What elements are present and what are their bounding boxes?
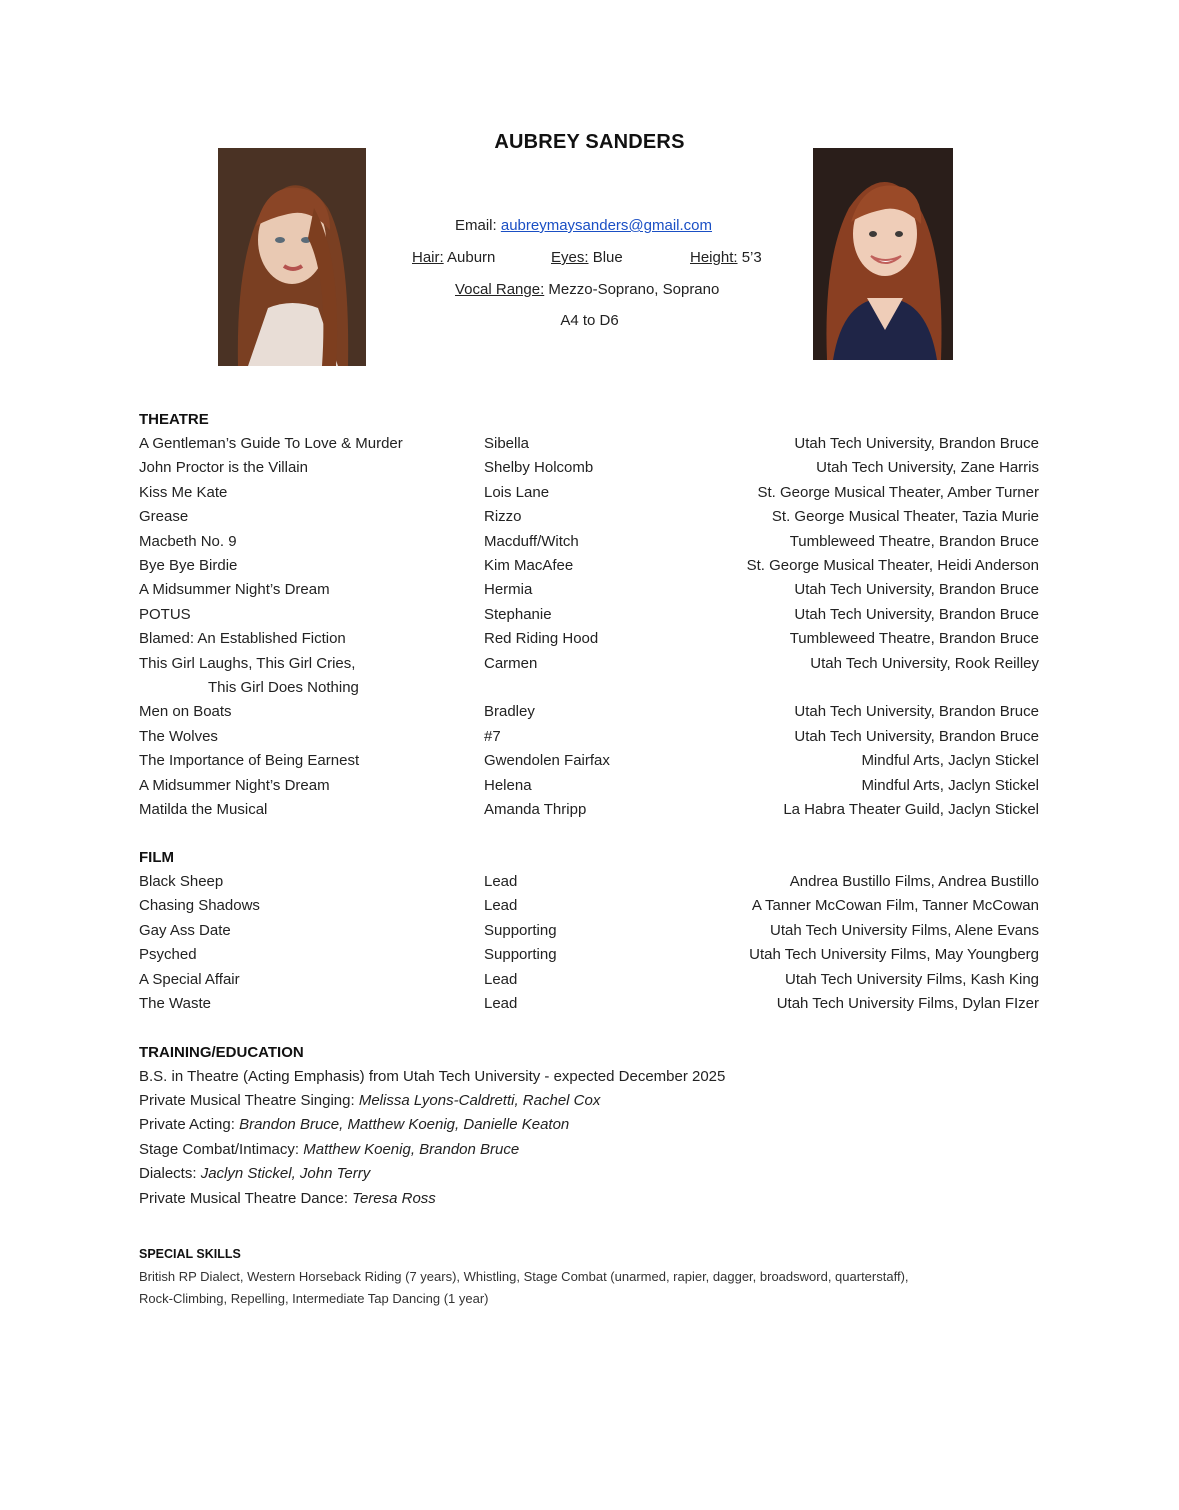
email-link[interactable]: aubreymaysanders@gmail.com	[500, 217, 713, 234]
credit-title: A Special Affair	[139, 970, 240, 988]
training-line	[139, 1190, 436, 1207]
credit-role: Stephanie	[484, 605, 552, 623]
training-line	[139, 1141, 519, 1158]
hair-label: Hair:	[412, 249, 444, 266]
skills-line-1: British RP Dialect, Western Horseback Riding (7 years), Whistling, Stage Combat (unarmed, rapier, dagger, broadsword, quarterstaff),	[139, 1269, 909, 1284]
credit-company: Utah Tech University Films, Alene Evans	[770, 921, 1039, 939]
theatre-credit-row	[0, 777, 1179, 799]
skills-line-2: Rock-Climbing, Repelling, Intermediate Tap Dancing (1 year)	[139, 1291, 489, 1306]
theatre-credit-row	[0, 752, 1179, 774]
credit-role: Carmen	[484, 654, 538, 672]
training-label: Dialects:	[139, 1165, 197, 1183]
resume-name: AUBREY SANDERS	[494, 131, 685, 153]
theatre-credit-row	[0, 459, 1179, 481]
headshot-left-illustration	[218, 148, 366, 366]
height-row	[690, 249, 762, 266]
theatre-credit-row	[0, 533, 1179, 555]
credit-company: Utah Tech University Films, May Youngberg	[749, 946, 1039, 964]
theatre-credit-row	[0, 581, 1179, 603]
theatre-credit-row	[0, 679, 1179, 701]
credit-role: Supporting	[484, 921, 557, 939]
height-value: 5’3	[741, 249, 762, 266]
credit-company: Tumbleweed Theatre, Brandon Bruce	[789, 630, 1039, 648]
credit-company: St. George Musical Theater, Tazia Murie	[771, 508, 1039, 526]
credit-role: Lois Lane	[484, 483, 550, 501]
skills-heading: SPECIAL SKILLS	[139, 1247, 241, 1261]
credit-role: Sibella	[484, 435, 530, 452]
hair-value: Auburn	[447, 249, 496, 266]
theatre-credit-row	[0, 728, 1179, 750]
vocal-row	[455, 281, 719, 298]
credit-title: A Gentleman’s Guide To Love & Murder	[139, 435, 403, 452]
credit-company: Utah Tech University Films, Dylan FIzer	[776, 995, 1039, 1012]
range-row	[0, 312, 1179, 329]
credit-company: La Habra Theater Guild, Jaclyn Stickel	[783, 801, 1039, 818]
credit-company: Utah Tech University, Brandon Bruce	[794, 581, 1039, 599]
credit-title: John Proctor is the Villain	[139, 459, 308, 477]
credit-company: Tumbleweed Theatre, Brandon Bruce	[789, 532, 1039, 550]
credit-role: Gwendolen Fairfax	[484, 752, 610, 770]
email-row	[455, 217, 712, 234]
hair-row	[412, 249, 495, 266]
credit-title: The Wolves	[139, 727, 218, 745]
credit-title: This Girl Laughs, This Girl Cries,	[139, 654, 356, 672]
credit-title: Macbeth No. 9	[139, 532, 237, 550]
theatre-credit-row	[0, 655, 1179, 677]
credit-title: A Midsummer Night’s Dream	[139, 776, 330, 794]
credit-title: This Girl Does Nothing	[208, 679, 359, 696]
email-label: Email:	[455, 217, 497, 234]
credit-title: Bye Bye Birdie	[139, 557, 238, 574]
credit-company: A Tanner McCowan Film, Tanner McCowan	[751, 897, 1039, 915]
range-value: A4 to D6	[560, 312, 619, 329]
credit-company: Utah Tech University, Brandon Bruce	[794, 727, 1039, 745]
credit-company: Utah Tech University Films, Kash King	[785, 970, 1039, 988]
training-instructors: Jaclyn Stickel, John Terry	[200, 1165, 371, 1183]
training-label: Stage Combat/Intimacy:	[139, 1140, 300, 1158]
eyes-label: Eyes:	[551, 249, 589, 266]
film-credit-row	[0, 873, 1179, 895]
theatre-credit-row	[0, 703, 1179, 725]
credit-company: Utah Tech University, Brandon Bruce	[794, 605, 1039, 623]
theatre-credit-row	[0, 606, 1179, 628]
training-instructors: Melissa Lyons-Caldretti, Rachel Cox	[358, 1092, 601, 1109]
credit-role: Rizzo	[484, 508, 522, 526]
credit-title: Men on Boats	[139, 703, 232, 721]
film-credit-row	[0, 995, 1179, 1017]
training-label: Private Musical Theatre Singing:	[139, 1092, 355, 1109]
credit-role: Lead	[484, 970, 518, 988]
training-label: Private Musical Theatre Dance:	[139, 1189, 348, 1207]
credit-title: The Waste	[139, 995, 211, 1012]
training-line	[139, 1116, 569, 1133]
theatre-credit-row	[0, 484, 1179, 506]
theatre-credit-row	[0, 435, 1179, 457]
credit-title: Gay Ass Date	[139, 921, 231, 939]
credit-role: Red Riding Hood	[484, 630, 599, 648]
eyes-value: Blue	[592, 249, 623, 266]
credit-company: Utah Tech University, Zane Harris	[816, 459, 1039, 477]
eyes-row	[551, 249, 623, 266]
credit-role: Amanda Thripp	[484, 801, 587, 818]
credit-company: Utah Tech University, Brandon Bruce	[794, 435, 1039, 452]
film-credit-row	[0, 897, 1179, 919]
theatre-credit-row	[0, 557, 1179, 579]
credit-role: Macduff/Witch	[484, 532, 579, 550]
credit-title: POTUS	[139, 605, 191, 623]
training-line	[139, 1165, 370, 1182]
credit-role: Kim MacAfee	[484, 557, 574, 574]
credit-company: St. George Musical Theater, Heidi Anderson	[746, 557, 1039, 574]
credit-role: Lead	[484, 995, 518, 1012]
theatre-credit-row	[0, 801, 1179, 823]
credit-role: Helena	[484, 776, 532, 794]
credit-title: The Importance of Being Earnest	[139, 752, 360, 770]
credit-role: Lead	[484, 873, 518, 890]
theatre-credit-row	[0, 508, 1179, 530]
credit-role: Supporting	[484, 946, 557, 964]
height-label: Height:	[690, 249, 738, 266]
credit-role: #7	[484, 727, 501, 745]
credit-role: Hermia	[484, 581, 533, 599]
credit-title: Matilda the Musical	[139, 801, 268, 818]
credit-title: Kiss Me Kate	[139, 483, 228, 501]
credit-company: Andrea Bustillo Films, Andrea Bustillo	[789, 873, 1039, 890]
credit-title: Chasing Shadows	[139, 897, 260, 915]
credit-title: Psyched	[139, 946, 197, 964]
credit-role: Shelby Holcomb	[484, 459, 594, 477]
film-heading: FILM	[139, 849, 174, 866]
credit-company: Utah Tech University, Brandon Bruce	[794, 703, 1039, 721]
credit-title: Grease	[139, 508, 189, 526]
vocal-label: Vocal Range:	[455, 281, 545, 298]
credit-title: A Midsummer Night’s Dream	[139, 581, 330, 599]
training-line	[139, 1092, 600, 1109]
skills-text	[139, 1266, 1019, 1310]
training-instructors: Matthew Koenig, Brandon Bruce	[303, 1140, 520, 1158]
credit-title: Black Sheep	[139, 873, 224, 890]
credit-company: Utah Tech University, Rook Reilley	[810, 654, 1039, 672]
theatre-heading: THEATRE	[139, 411, 209, 428]
headshot-photo-left	[218, 148, 366, 366]
film-credit-row	[0, 946, 1179, 968]
credit-company: Mindful Arts, Jaclyn Stickel	[861, 776, 1039, 794]
film-credit-row	[0, 971, 1179, 993]
vocal-value: Mezzo-Soprano, Soprano	[548, 281, 720, 298]
credit-company: Mindful Arts, Jaclyn Stickel	[861, 752, 1039, 770]
credit-company: St. George Musical Theater, Amber Turner	[757, 483, 1039, 501]
credit-role: Bradley	[484, 703, 535, 721]
degree-line: B.S. in Theatre (Acting Emphasis) from Utah Tech University - expected December 2025	[139, 1068, 726, 1085]
film-credit-row	[0, 922, 1179, 944]
training-instructors: Teresa Ross	[352, 1189, 436, 1207]
credit-role: Lead	[484, 897, 518, 915]
theatre-credit-row	[0, 630, 1179, 652]
training-heading: TRAINING/EDUCATION	[139, 1044, 304, 1061]
credit-title: Blamed: An Established Fiction	[139, 630, 346, 648]
training-label: Private Acting:	[139, 1116, 235, 1134]
training-instructors: Brandon Bruce, Matthew Koenig, Danielle Keaton	[239, 1116, 570, 1134]
